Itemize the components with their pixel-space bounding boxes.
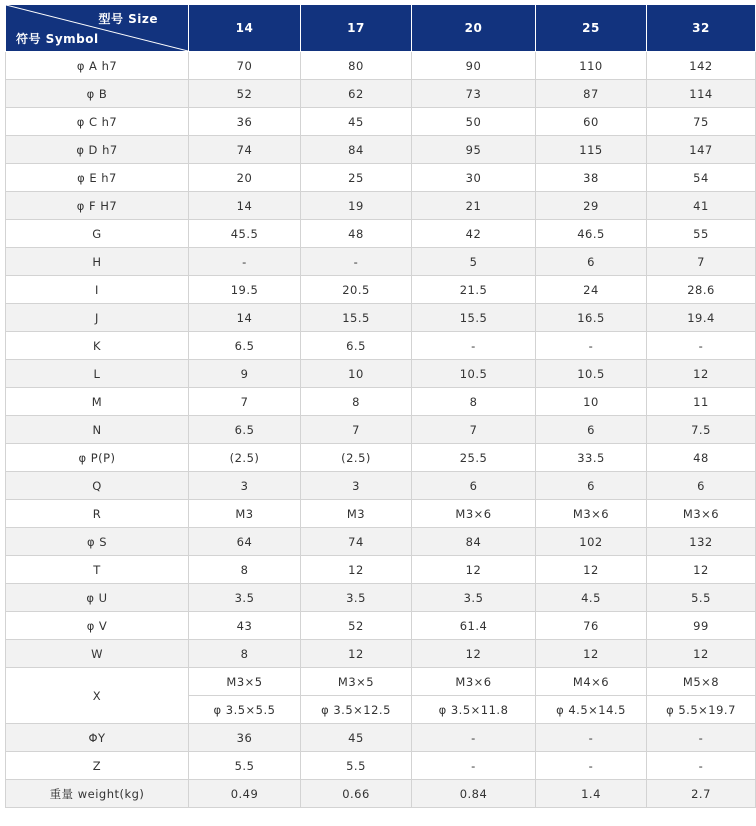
value-cell: 147 — [647, 136, 756, 164]
value-cell: 10.5 — [536, 360, 647, 388]
table-row — [6, 332, 756, 360]
value-cell: 74 — [301, 528, 412, 556]
value-cell: 7 — [301, 416, 412, 444]
value-cell: 6 — [536, 248, 647, 276]
value-cell: M3×6 — [412, 668, 536, 696]
table-row — [6, 528, 756, 556]
value-cell: 14 — [189, 192, 301, 220]
symbol-cell: X — [6, 668, 189, 724]
symbol-cell: φ V — [6, 612, 189, 640]
table-row — [6, 52, 756, 80]
table-body — [6, 52, 756, 808]
value-cell: 99 — [647, 612, 756, 640]
value-cell: 12 — [536, 556, 647, 584]
value-cell: 45.5 — [189, 220, 301, 248]
value-cell: 114 — [647, 80, 756, 108]
value-cell: 102 — [536, 528, 647, 556]
table-row — [6, 500, 756, 528]
value-cell: - — [412, 752, 536, 780]
value-cell: 42 — [412, 220, 536, 248]
value-cell: 24 — [536, 276, 647, 304]
value-cell: 12 — [412, 640, 536, 668]
symbol-cell: R — [6, 500, 189, 528]
table-row — [6, 444, 756, 472]
symbol-cell: φ E h7 — [6, 164, 189, 192]
value-cell: 70 — [189, 52, 301, 80]
value-cell: 55 — [647, 220, 756, 248]
value-cell: M3×6 — [536, 500, 647, 528]
table-row — [6, 724, 756, 752]
value-cell: 28.6 — [647, 276, 756, 304]
table-row — [6, 752, 756, 780]
value-cell: 3.5 — [189, 584, 301, 612]
value-cell: M3 — [301, 500, 412, 528]
table-row — [6, 136, 756, 164]
value-cell: 11 — [647, 388, 756, 416]
value-cell: 84 — [301, 136, 412, 164]
value-cell: 6 — [412, 472, 536, 500]
value-cell: 110 — [536, 52, 647, 80]
value-cell: 6 — [536, 416, 647, 444]
value-cell: 46.5 — [536, 220, 647, 248]
value-cell: 5.5 — [189, 752, 301, 780]
table-row — [6, 360, 756, 388]
symbol-cell: 重量 weight(kg) — [6, 780, 189, 808]
symbol-cell: φ F H7 — [6, 192, 189, 220]
value-cell: - — [189, 248, 301, 276]
value-cell: 54 — [647, 164, 756, 192]
value-cell: - — [412, 724, 536, 752]
corner-header-cell — [6, 5, 189, 52]
value-cell: 48 — [647, 444, 756, 472]
symbol-cell: φ U — [6, 584, 189, 612]
value-cell: 19.4 — [647, 304, 756, 332]
symbol-cell: H — [6, 248, 189, 276]
symbol-cell: J — [6, 304, 189, 332]
symbol-cell: Q — [6, 472, 189, 500]
symbol-cell: φ D h7 — [6, 136, 189, 164]
symbol-cell: φ B — [6, 80, 189, 108]
value-cell: 115 — [536, 136, 647, 164]
value-cell: 8 — [412, 388, 536, 416]
value-cell: - — [647, 332, 756, 360]
table-row — [6, 640, 756, 668]
value-cell: 25 — [301, 164, 412, 192]
value-cell: φ 4.5×14.5 — [536, 696, 647, 724]
table-row — [6, 416, 756, 444]
value-cell: 12 — [301, 556, 412, 584]
value-cell: 33.5 — [536, 444, 647, 472]
value-cell: 14 — [189, 304, 301, 332]
value-cell: 84 — [412, 528, 536, 556]
value-cell: 12 — [647, 360, 756, 388]
value-cell: 9 — [189, 360, 301, 388]
value-cell: (2.5) — [189, 444, 301, 472]
symbol-cell: φ S — [6, 528, 189, 556]
value-cell: 5.5 — [647, 584, 756, 612]
value-cell: 10 — [536, 388, 647, 416]
value-cell: - — [647, 724, 756, 752]
symbol-cell: W — [6, 640, 189, 668]
table-row — [6, 220, 756, 248]
value-cell: - — [301, 248, 412, 276]
value-cell: 74 — [189, 136, 301, 164]
value-cell: 75 — [647, 108, 756, 136]
value-cell: 2.7 — [647, 780, 756, 808]
value-cell: 36 — [189, 108, 301, 136]
value-cell: 25.5 — [412, 444, 536, 472]
value-cell: 8 — [189, 640, 301, 668]
value-cell: 61.4 — [412, 612, 536, 640]
value-cell: 12 — [647, 556, 756, 584]
value-cell: 8 — [189, 556, 301, 584]
value-cell: 21.5 — [412, 276, 536, 304]
value-cell: - — [647, 752, 756, 780]
value-cell: 3 — [189, 472, 301, 500]
value-cell: 19 — [301, 192, 412, 220]
value-cell: 0.49 — [189, 780, 301, 808]
value-cell: 41 — [647, 192, 756, 220]
value-cell: 16.5 — [536, 304, 647, 332]
value-cell: M3×6 — [412, 500, 536, 528]
value-cell: 5.5 — [301, 752, 412, 780]
value-cell: 21 — [412, 192, 536, 220]
value-cell: 60 — [536, 108, 647, 136]
table-row — [6, 276, 756, 304]
value-cell: 30 — [412, 164, 536, 192]
value-cell: 12 — [412, 556, 536, 584]
symbol-cell: Z — [6, 752, 189, 780]
symbol-cell: K — [6, 332, 189, 360]
value-cell: 15.5 — [301, 304, 412, 332]
value-cell: 43 — [189, 612, 301, 640]
symbol-header-label: 符号 Symbol — [16, 32, 99, 46]
value-cell: 132 — [647, 528, 756, 556]
value-cell: 10.5 — [412, 360, 536, 388]
size-header-20: 20 — [412, 5, 536, 52]
value-cell: M3×5 — [301, 668, 412, 696]
value-cell: 6 — [647, 472, 756, 500]
value-cell: 10 — [301, 360, 412, 388]
value-cell: 7 — [189, 388, 301, 416]
symbol-cell: L — [6, 360, 189, 388]
value-cell: M4×6 — [536, 668, 647, 696]
table-row — [6, 80, 756, 108]
table-row — [6, 584, 756, 612]
value-cell: 5 — [412, 248, 536, 276]
value-cell: 12 — [647, 640, 756, 668]
value-cell: 45 — [301, 724, 412, 752]
table-row — [6, 248, 756, 276]
value-cell: 50 — [412, 108, 536, 136]
table-row — [6, 388, 756, 416]
table-row — [6, 108, 756, 136]
value-cell: 12 — [536, 640, 647, 668]
value-cell: 0.66 — [301, 780, 412, 808]
value-cell: - — [536, 724, 647, 752]
value-cell: 6.5 — [301, 332, 412, 360]
value-cell: 87 — [536, 80, 647, 108]
value-cell: (2.5) — [301, 444, 412, 472]
value-cell: M3 — [189, 500, 301, 528]
value-cell: 20.5 — [301, 276, 412, 304]
value-cell: 15.5 — [412, 304, 536, 332]
size-header-label: 型号 Size — [98, 12, 158, 26]
value-cell: 19.5 — [189, 276, 301, 304]
value-cell: 6 — [536, 472, 647, 500]
value-cell: - — [412, 332, 536, 360]
size-header-14: 14 — [189, 5, 301, 52]
value-cell: 7.5 — [647, 416, 756, 444]
table-row — [6, 612, 756, 640]
symbol-cell: φ C h7 — [6, 108, 189, 136]
symbol-cell: T — [6, 556, 189, 584]
value-cell: 6.5 — [189, 416, 301, 444]
table-row — [6, 556, 756, 584]
table-row — [6, 668, 756, 696]
table-row — [6, 164, 756, 192]
value-cell: 52 — [301, 612, 412, 640]
value-cell: 64 — [189, 528, 301, 556]
symbol-cell: ΦY — [6, 724, 189, 752]
value-cell: 3 — [301, 472, 412, 500]
symbol-cell: φ P(P) — [6, 444, 189, 472]
table-row — [6, 192, 756, 220]
symbol-cell: G — [6, 220, 189, 248]
value-cell: 6.5 — [189, 332, 301, 360]
table-row — [6, 304, 756, 332]
symbol-cell: N — [6, 416, 189, 444]
value-cell: 7 — [647, 248, 756, 276]
value-cell: 20 — [189, 164, 301, 192]
header-row — [6, 5, 756, 52]
table-row — [6, 780, 756, 808]
value-cell: φ 3.5×5.5 — [189, 696, 301, 724]
value-cell: φ 3.5×11.8 — [412, 696, 536, 724]
value-cell: 73 — [412, 80, 536, 108]
value-cell: 7 — [412, 416, 536, 444]
spec-table — [5, 4, 756, 808]
symbol-cell: M — [6, 388, 189, 416]
value-cell: 8 — [301, 388, 412, 416]
size-header-17: 17 — [301, 5, 412, 52]
value-cell: 3.5 — [412, 584, 536, 612]
value-cell: 52 — [189, 80, 301, 108]
value-cell: 45 — [301, 108, 412, 136]
value-cell: 80 — [301, 52, 412, 80]
value-cell: M5×8 — [647, 668, 756, 696]
value-cell: - — [536, 752, 647, 780]
value-cell: 48 — [301, 220, 412, 248]
value-cell: 4.5 — [536, 584, 647, 612]
table-row — [6, 472, 756, 500]
value-cell: - — [536, 332, 647, 360]
symbol-cell: I — [6, 276, 189, 304]
value-cell: M3×6 — [647, 500, 756, 528]
value-cell: 38 — [536, 164, 647, 192]
value-cell: φ 5.5×19.7 — [647, 696, 756, 724]
value-cell: 76 — [536, 612, 647, 640]
value-cell: φ 3.5×12.5 — [301, 696, 412, 724]
value-cell: 0.84 — [412, 780, 536, 808]
value-cell: 36 — [189, 724, 301, 752]
value-cell: 95 — [412, 136, 536, 164]
value-cell: 90 — [412, 52, 536, 80]
value-cell: 29 — [536, 192, 647, 220]
value-cell: M3×5 — [189, 668, 301, 696]
value-cell: 142 — [647, 52, 756, 80]
value-cell: 62 — [301, 80, 412, 108]
value-cell: 3.5 — [301, 584, 412, 612]
size-header-25: 25 — [536, 5, 647, 52]
size-header-32: 32 — [647, 5, 756, 52]
symbol-cell: φ A h7 — [6, 52, 189, 80]
value-cell: 12 — [301, 640, 412, 668]
value-cell: 1.4 — [536, 780, 647, 808]
